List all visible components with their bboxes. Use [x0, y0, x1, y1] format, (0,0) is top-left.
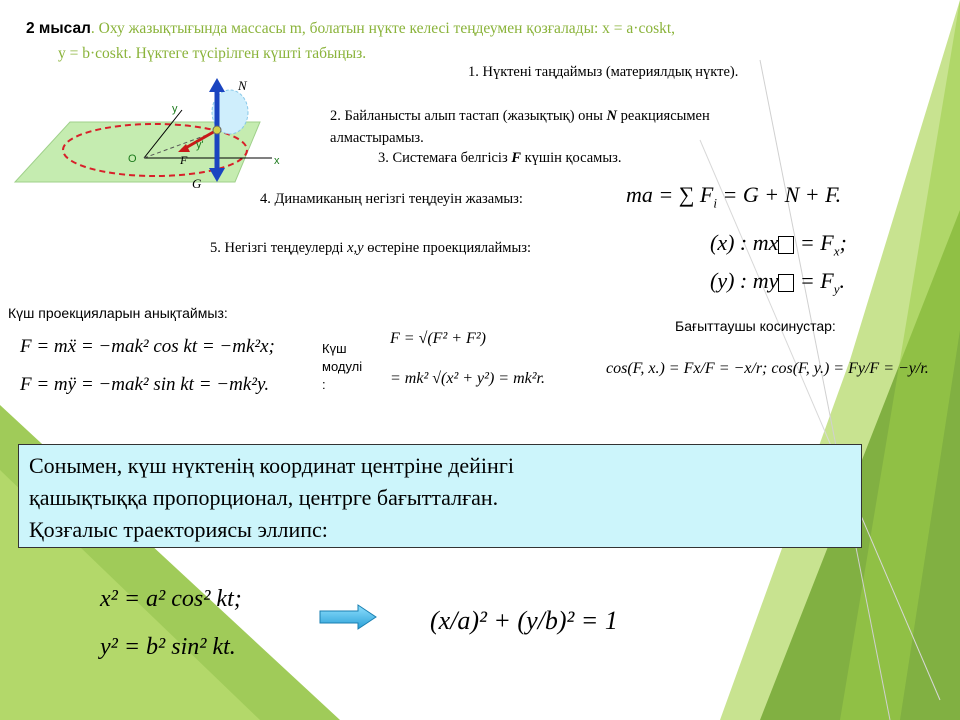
n-arrowhead: [209, 78, 225, 92]
step-1: 1. Нүктені таңдаймыз (материялдық нүкте).: [468, 64, 739, 80]
step-3-text-b: күшін қосамыз.: [524, 150, 622, 166]
force-x-equation: F = mẍ = −mak² cos kt = −mk²x;: [20, 336, 275, 357]
problem-title: [26, 16, 926, 66]
dyn-lhs: ma = ∑ F: [626, 182, 714, 207]
direction-cosines-label: Бағыттаушы косинустар:: [675, 318, 836, 334]
title-text-line1: . Оху жазықтығында массасы m, болатын нүкте келесі теңдеумен қозғалады: x = a·coskt,: [90, 20, 676, 37]
projx-pre: (x) : mx: [710, 230, 779, 255]
projy-end: .: [839, 268, 845, 293]
mod-label-3: :: [322, 377, 326, 392]
dyn-rhs: = G + N + F.: [722, 182, 842, 207]
label-f: F: [180, 153, 188, 167]
title-text-line2: y = b·coskt. Нүктеге түсірілген күшті табыңыз.: [58, 45, 367, 62]
step-3-text-a: 3. Системаға белгісіз: [378, 150, 508, 166]
y-squared-equation: y² = b² sin² kt.: [100, 634, 236, 660]
conclusion-box: [18, 444, 862, 548]
projection-x-equation: [710, 230, 847, 259]
projx-sub: x: [833, 243, 840, 259]
mechanics-diagram: [10, 70, 300, 192]
step-2-text-a: 2. Байланысты алып тастап (жазықтық) оны: [330, 108, 603, 124]
title-label: 2 мысал: [26, 20, 91, 37]
projy-sub: y: [833, 281, 840, 297]
mod-label-2: модулі: [322, 359, 363, 374]
ellipse-equation: (x/a)² + (y/b)² = 1: [430, 606, 618, 635]
step-5-axes: x,y: [347, 240, 364, 256]
projy-pre: (y) : my: [710, 268, 779, 293]
label-yp: y': [196, 139, 204, 151]
label-x: x: [274, 155, 280, 167]
projx-post: = F: [799, 230, 834, 255]
force-modulus-eq-1: F = √(F² + F²): [390, 330, 486, 347]
force-modulus-label: [322, 340, 362, 394]
direction-cosines-equation: cos(F, x.) = Fx/F = −x/r; cos(F, y.) = Fy/F = −y/r.: [606, 360, 929, 377]
projx-end: ;: [839, 230, 847, 255]
step-2: [330, 105, 710, 149]
dynamics-equation: [626, 182, 841, 211]
x-squared-equation: x² = a² cos² kt;: [100, 586, 242, 612]
mod-label-1: Күш: [322, 341, 347, 356]
step-2-symbol-n: N: [606, 108, 618, 124]
label-n: N: [238, 78, 247, 93]
label-g: G: [192, 176, 202, 191]
projection-y-equation: [710, 268, 845, 297]
step-5-text-a: 5. Негізгі теңдеулерді: [210, 240, 344, 256]
conclusion-line-3: Қозғалыс траекториясы эллипс:: [29, 517, 328, 542]
right-arrow-icon: [318, 604, 378, 630]
conclusion-line-2: қашықтыққа пропорционал, центрге бағытталған.: [29, 485, 499, 510]
force-y-equation: F = mÿ = −mak² sin kt = −mk²y.: [20, 374, 270, 395]
step-4: 4. Динамиканың негізгі теңдеуін жазамыз:: [260, 191, 523, 207]
step-3-symbol-f: F: [511, 150, 521, 166]
step-5: [210, 240, 531, 257]
label-o: O: [128, 153, 137, 165]
force-projection-label: Күш проекцияларын анықтаймыз:: [8, 305, 228, 321]
projy-post: = F: [799, 268, 834, 293]
step-2-text-b: реакциясымен: [620, 108, 710, 124]
material-point: [213, 126, 221, 134]
step-2-text-c: алмастырамыз.: [330, 130, 424, 146]
step-5-text-b: өстеріне проекциялаймыз:: [367, 240, 531, 256]
force-modulus-eq-2: = mk² √(x² + y²) = mk²r.: [390, 370, 545, 387]
dyn-sub: i: [713, 195, 717, 211]
placeholder-box: [778, 236, 794, 254]
placeholder-box: [778, 274, 794, 292]
conclusion-line-1: Сонымен, күш нүктенің координат центріне дейінгі: [29, 453, 514, 478]
label-y: y: [172, 103, 178, 115]
step-3: [378, 150, 621, 167]
